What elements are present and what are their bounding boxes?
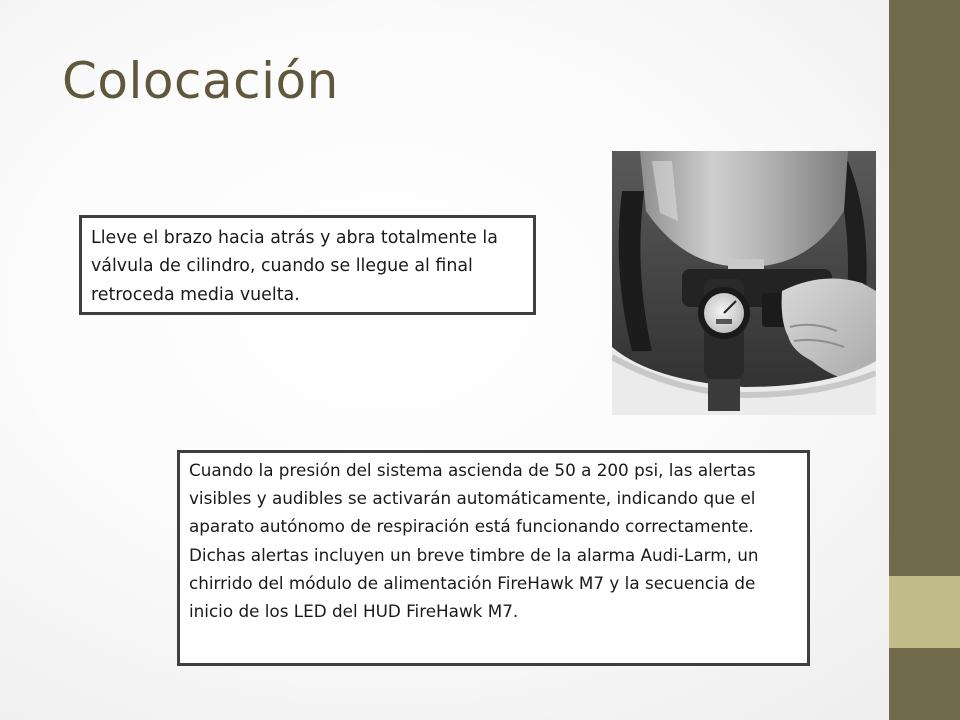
slide-title: Colocación — [62, 52, 339, 110]
instruction-box-bottom: Cuando la presión del sistema ascienda de 50 a 200 psi, las alertas visibles y audibles se activarán automáticamente, indicando que el aparato autónomo de respiración está funcionando correctamente. Dichas alertas incluyen un breve timbre de la alarma Audi-Larm, un chirrido del módulo de alimentación FireHawk M7 y la secuencia de inicio de los LED del HUD FireHawk M7. — [177, 450, 810, 666]
sidebar-accent-block — [889, 576, 960, 648]
instruction-box-top: Lleve el brazo hacia atrás y abra totalmente la válvula de cilindro, cuando se llegue al final retroceda media vuelta. — [79, 215, 536, 315]
cylinder-valve-photo — [612, 151, 876, 415]
